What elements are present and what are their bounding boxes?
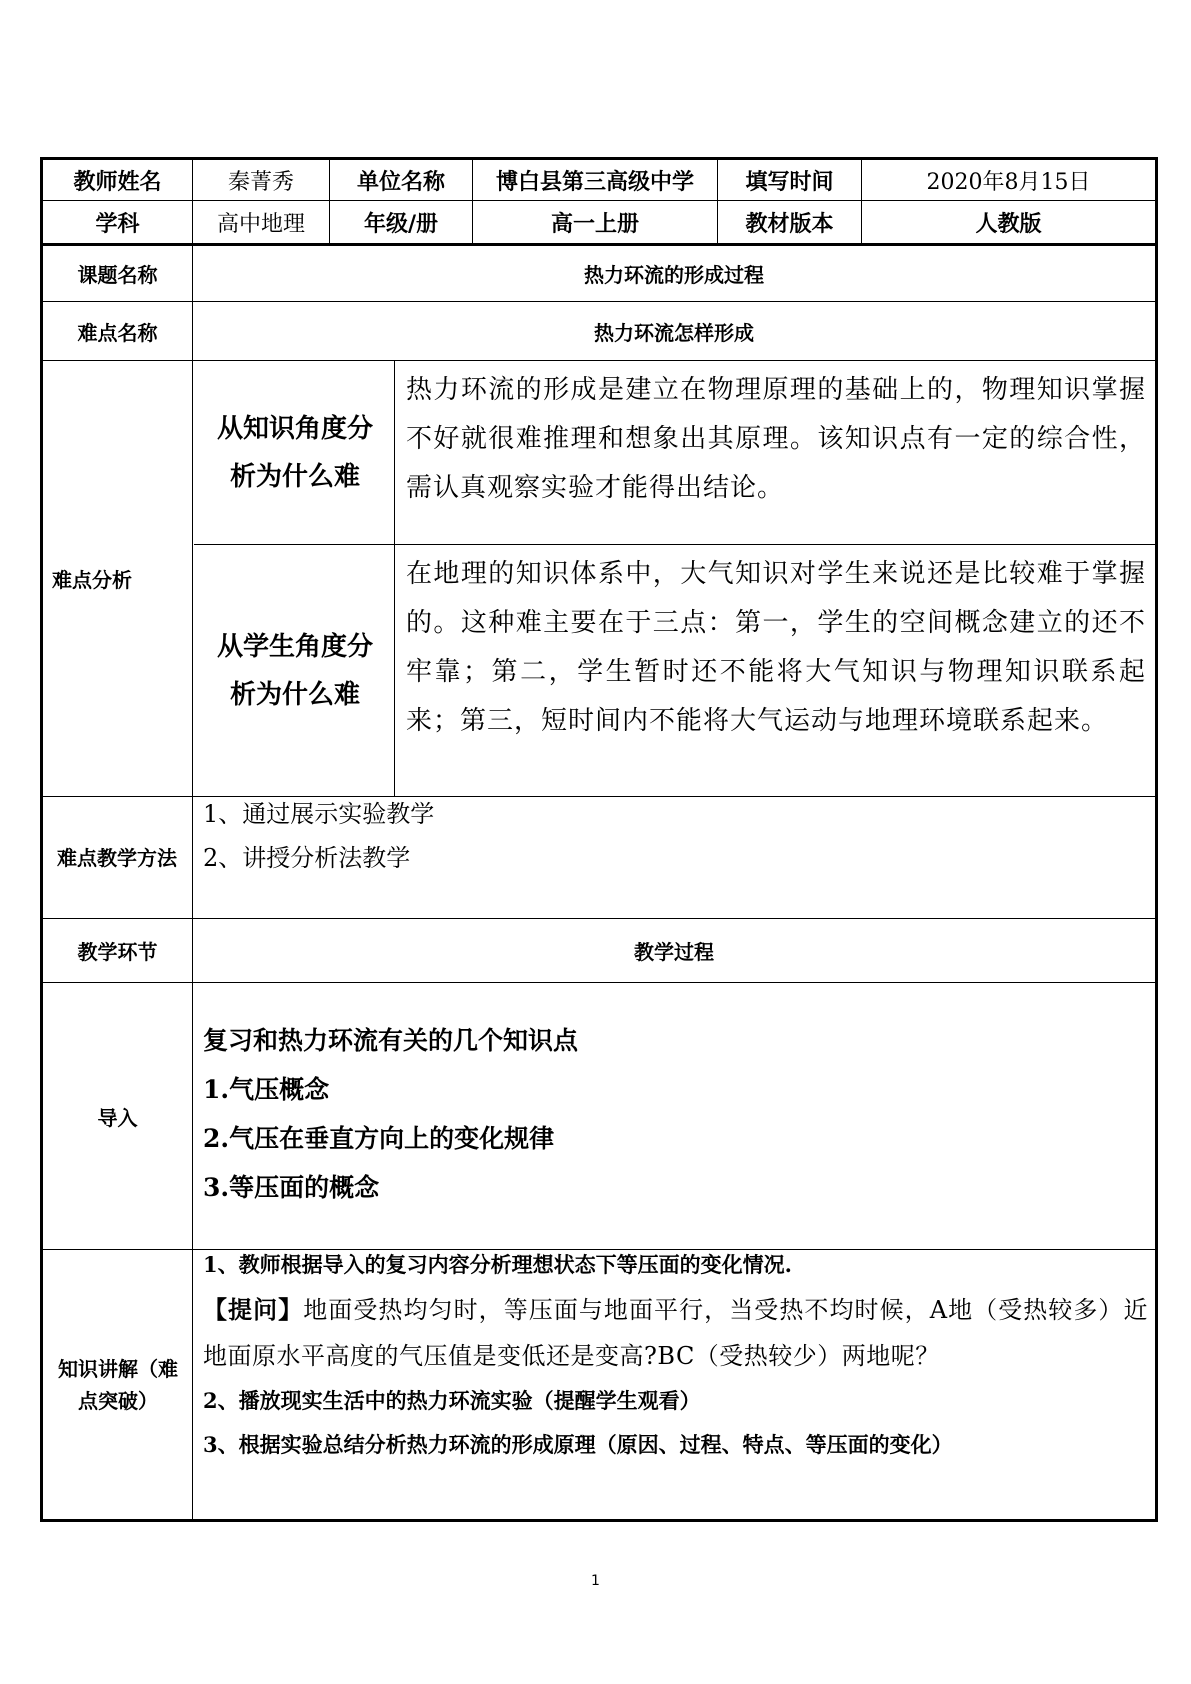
question-paragraph — [203, 1287, 1148, 1379]
fill-date-value: 2020年8月15日 — [926, 169, 1091, 195]
difficulty-label: 难点名称 — [77, 320, 158, 345]
process-section-label: 教学环节 — [77, 940, 158, 964]
knowledge-angle-text: 热力环流的形成是建立在物理原理的基础上的，物理知识掌握不好就很难推理和想象出其原理。该知识点有一定的综合性，需认真观察实验才能得出结论。 — [406, 375, 1146, 503]
difficulty-value: 热力环流怎样形成 — [594, 320, 754, 345]
question-tag: 【提问】 — [203, 1295, 304, 1324]
knowledge-line-3: 3、根据实验总结分析热力环流的形成原理（原因、过程、特点、等压面的变化） — [203, 1432, 953, 1457]
method-list — [203, 792, 1143, 880]
teacher-name-label: 教师姓名 — [73, 168, 162, 195]
method-item: 1、通过展示实验教学 — [203, 800, 435, 828]
teacher-name-value: 秦菁秀 — [227, 169, 294, 195]
knowledge-section-label: 知识讲解（难点突破） — [58, 1356, 178, 1413]
method-label: 难点教学方法 — [57, 845, 177, 870]
intro-content — [203, 1016, 1143, 1212]
student-angle-text: 在地理的知识体系中，大气知识对学生来说还是比较难于掌握的。这种难主要在于三点：第一，学生的空间概念建立的还不牢靠；第二，学生暂时还不能将大气知识与物理知识联系起来；第三，短时间内不能将大气运动与地理环境联系起来。 — [406, 559, 1146, 736]
intro-line: 1.气压概念 — [203, 1075, 330, 1104]
fill-date-label: 填写时间 — [745, 168, 834, 195]
intro-line: 复习和热力环流有关的几个知识点 — [203, 1026, 579, 1055]
unit-name-label: 单位名称 — [356, 168, 445, 195]
knowledge-angle-label: 从知识角度分析为什么难 — [216, 413, 373, 492]
intro-label: 导入 — [97, 1105, 138, 1130]
page-number: 1 — [591, 1573, 600, 1589]
edition-value: 人教版 — [975, 210, 1042, 237]
method-item: 2、讲授分析法教学 — [203, 844, 411, 872]
edition-label: 教材版本 — [745, 210, 834, 237]
question-text: 地面受热均匀时，等压面与地面平行，当受热不均时候，A地（受热较多）近地面原水平高度的气压值是变低还是变高?BC（受热较少）两地呢？ — [203, 1296, 1148, 1370]
knowledge-section-content — [203, 1243, 1148, 1467]
subject-label: 学科 — [95, 210, 140, 237]
subject-value: 高中地理 — [216, 211, 305, 237]
knowledge-line-2: 2、播放现实生活中的热力环流实验（提醒学生观看） — [203, 1388, 701, 1413]
knowledge-line-1: 1、教师根据导入的复习内容分析理想状态下等压面的变化情况. — [203, 1252, 792, 1277]
process-section-value: 教学过程 — [634, 940, 714, 964]
analysis-label: 难点分析 — [52, 568, 132, 592]
grade-label: 年级/册 — [363, 210, 439, 237]
intro-line: 2.气压在垂直方向上的变化规律 — [203, 1124, 555, 1153]
intro-line: 3.等压面的概念 — [203, 1173, 380, 1202]
student-angle-label: 从学生角度分析为什么难 — [216, 631, 373, 710]
grade-value: 高一上册 — [550, 210, 639, 237]
topic-label: 课题名称 — [77, 263, 158, 287]
unit-name-value: 博白县第三高级中学 — [495, 168, 694, 195]
topic-value: 热力环流的形成过程 — [584, 263, 764, 287]
